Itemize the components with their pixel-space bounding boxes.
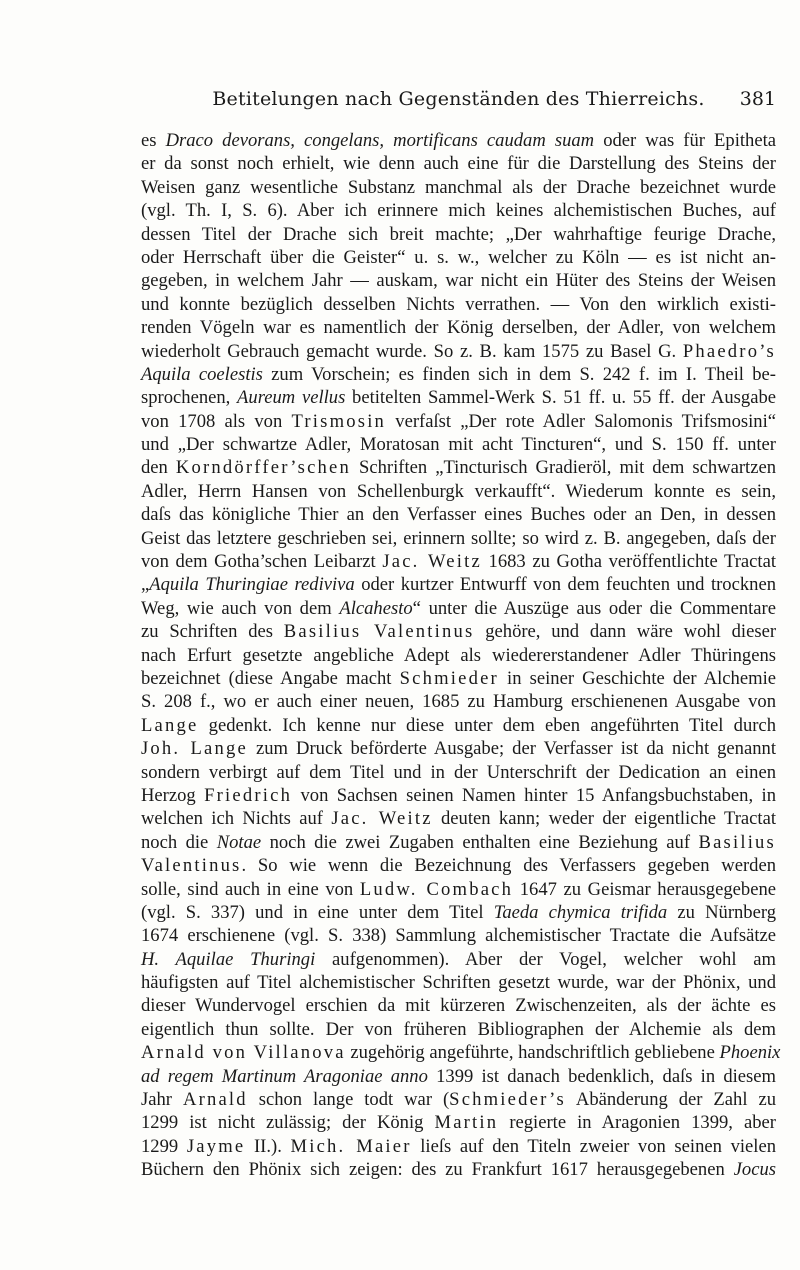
text-line: H. Aquilae Thuringi aufgenommen). Aber der Vogel, welcher wohl am xyxy=(141,948,776,970)
text-line: sprochenen, Aureum vellus betitelten Sammel-Werk S. 51 ff. u. 55 ff. der Ausgabe xyxy=(141,387,776,409)
page-number: 381 xyxy=(739,88,776,110)
text-line: Aquila coelestis zum Vorschein; es finden sich in dem S. 242 f. im I. Theil be- xyxy=(141,363,776,385)
text-line: Adler, Herrn Hansen von Schellenburgk verkaufft“. Wiederum konnte es sein, xyxy=(141,480,776,502)
text-line: Herzog Friedrich von Sachsen seinen Namen hinter 15 Anfangsbuchstaben, in xyxy=(141,784,776,806)
text-line: dessen Titel der Drache sich breit machte; „Der wahrhaftige feurige Drache, xyxy=(141,223,776,245)
text-line: von dem Gotha’schen Leibarzt Jac. Weitz 1683 zu Gotha veröffentlichte Tractat xyxy=(141,551,776,573)
text-line: von 1708 als von Trismosin verfaſst „Der rote Adler Salomonis Trifsmosini“ xyxy=(141,410,776,432)
text-line: häufigsten auf Titel alchemistischer Schriften gesetzt wurde, war der Phönix, und xyxy=(141,972,776,994)
body-text xyxy=(141,129,781,1182)
text-line: und konnte bezüglich desselben Nichts verrathen. — Von den wirklich existi- xyxy=(141,293,776,315)
text-line: 1299 Jayme II.). Mich. Maier lieſs auf den Titeln zweier von seinen vielen xyxy=(141,1135,776,1157)
text-line: und „Der schwartze Adler, Moratosan mit acht Tincturen“, und S. 150 ff. unter xyxy=(141,434,776,456)
text-line: ad regem Martinum Aragoniae anno 1399 ist danach bedenklich, daſs in diesem xyxy=(141,1065,777,1087)
text-line: 1299 ist nicht zulässig; der König Martin regierte in Aragonien 1399, aber xyxy=(141,1112,776,1134)
text-line: gegeben, in welchem Jahr — auskam, war nicht ein Hüter des Steins der Weisen xyxy=(141,270,776,292)
text-line: zu Schriften des Basilius Valentinus gehöre, und dann wäre wohl dieser xyxy=(141,621,777,643)
text-line: daſs das königliche Thier an den Verfasser eines Buches oder an Den, in dessen xyxy=(141,504,776,526)
text-line: S. 208 f., wo er auch einer neuen, 1685 zu Hamburg erschienenen Ausgabe von xyxy=(141,691,776,713)
page-header xyxy=(141,88,776,118)
text-line: Arnald von Villanova zugehörig angeführte, handschriftlich gebliebene Phoenix xyxy=(141,1042,781,1064)
text-line: er da sonst noch erhielt, wie denn auch eine für die Darstellung des Steins der xyxy=(141,153,776,175)
text-line: noch die Notae noch die zwei Zugaben enthalten eine Beziehung auf Basilius xyxy=(141,831,776,853)
text-line: 1674 erschienene (vgl. S. 338) Sammlung alchemistischer Tractate die Aufsätze xyxy=(141,925,776,947)
text-line: solle, sind auch in eine von Ludw. Combach 1647 zu Geismar herausgegebene xyxy=(141,878,777,900)
text-line: Jahr Arnald schon lange todt war (Schmieder’s Abänderung der Zahl zu xyxy=(141,1089,776,1111)
text-line: den Korndörffer’schen Schriften „Tincturisch Gradieröl, mit dem schwartzen xyxy=(141,457,776,479)
text-line: oder Herrschaft über die Geister“ u. s. w., welcher zu Köln — es ist nicht an- xyxy=(141,246,776,268)
text-line: wiederholt Gebrauch gemacht wurde. So z. B. kam 1575 zu Basel G. Phaedro’s xyxy=(141,340,776,362)
running-head: Betitelungen nach Gegenständen des Thierreichs. xyxy=(212,88,705,110)
text-line: Joh. Lange zum Druck beförderte Ausgabe; der Verfasser ist da nicht genannt xyxy=(141,738,776,760)
text-line: (vgl. Th. I, S. 6). Aber ich erinnere mich keines alchemistischen Buches, auf xyxy=(141,200,776,222)
text-line: Lange gedenkt. Ich kenne nur diese unter dem eben angeführten Titel durch xyxy=(141,714,776,736)
text-line: sondern verbirgt auf dem Titel und in der Unterschrift der Dedication an einen xyxy=(141,761,776,783)
text-line: „Aquila Thuringiae rediviva oder kurtzer Entwurff von dem feuchten und trocknen xyxy=(141,574,776,596)
text-line: bezeichnet (diese Angabe macht Schmieder in seiner Geschichte der Alchemie xyxy=(141,667,776,689)
text-line: nach Erfurt gesetzte angebliche Adept als wiedererstandener Adler Thüringens xyxy=(141,644,776,666)
text-line: Büchern den Phönix sich zeigen: des zu Frankfurt 1617 herausgegebenen Jocus xyxy=(141,1159,776,1181)
text-line: dieser Wundervogel erschien da mit kürzeren Zwischenzeiten, als der ächte es xyxy=(141,995,776,1017)
text-line: es Draco devorans, congelans, mortificans caudam suam oder was für Epitheta xyxy=(141,130,776,151)
text-line: Valentinus. So wie wenn die Bezeichnung des Verfassers gegeben werden xyxy=(141,855,776,877)
text-line: Geist das letztere geschrieben sei, erinnern sollte; so wird z. B. angegeben, daſs der xyxy=(141,527,776,549)
text-line: (vgl. S. 337) und in eine unter dem Titel Taeda chymica trifida zu Nürnberg xyxy=(141,901,777,923)
text-line: Weg, wie auch von dem Alcahesto“ unter die Auszüge aus oder die Commentare xyxy=(141,597,776,619)
text-line: welchen ich Nichts auf Jac. Weitz deuten kann; weder der eigentliche Tractat xyxy=(141,808,776,830)
text-line: eigentlich thun sollte. Der von früheren Bibliographen der Alchemie als dem xyxy=(141,1018,776,1040)
text-line: Weisen ganz wesentliche Substanz manchmal als der Drache bezeichnet wurde xyxy=(141,176,776,198)
text-line: renden Vögeln war es namentlich der König derselben, der Adler, von welchem xyxy=(141,317,776,339)
